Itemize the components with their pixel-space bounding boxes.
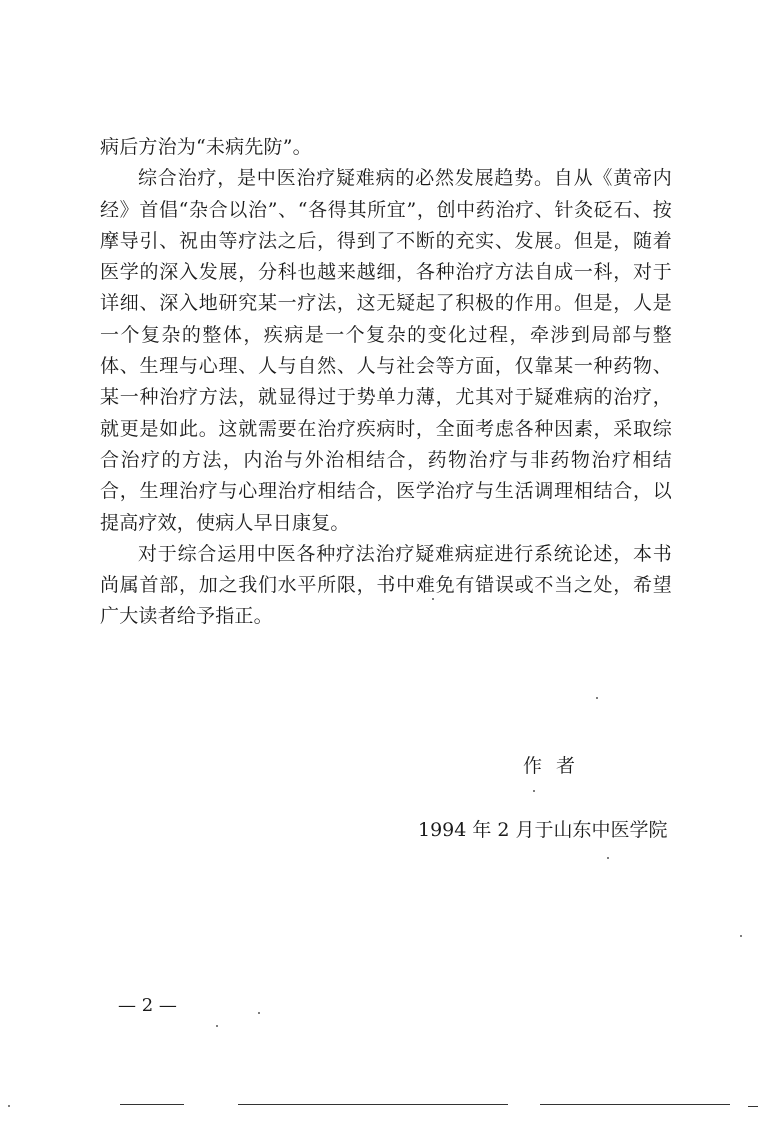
scan-speck bbox=[607, 857, 609, 859]
scan-rule-edge bbox=[748, 1106, 758, 1107]
scan-speck bbox=[8, 1105, 10, 1107]
page-number: — 2 — bbox=[118, 995, 177, 1016]
scan-speck bbox=[533, 790, 535, 792]
author-signature: 作者 bbox=[523, 755, 590, 777]
paragraph-continuation: 病后方治为“未病先防”。 bbox=[100, 136, 312, 158]
scan-speck bbox=[740, 935, 742, 937]
scan-speck bbox=[216, 1025, 218, 1027]
scan-speck bbox=[432, 598, 434, 600]
paragraph-closing-remarks: 对于综合运用中医各种疗法治疗疑难病症进行系统论述，本书尚属首部，加之我们水平所限，书中难免有错误或不当之处，希望广大读者给予指正。 bbox=[100, 542, 672, 628]
scan-rule-right bbox=[540, 1104, 730, 1105]
dateline: 1994 年 2 月于山东中医学院 bbox=[418, 819, 668, 841]
scan-speck bbox=[596, 697, 598, 699]
preface-body bbox=[100, 132, 672, 633]
paragraph-comprehensive-treatment: 综合治疗，是中医治疗疑难病的必然发展趋势。自从《黄帝内经》首倡“杂合以治”、“各得其所宜”，创中药治疗、针灸砭石、按摩导引、祝由等疗法之后，得到了不断的充实、发展。但是，随着医学的深入发展，分科也越来越细，各种治疗方法自成一科，对于详细、深入地研究某一疗法，这无疑起了积极的作用。但是，人是一个复杂的整体，疾病是一个复杂的变化过程，牵涉到局部与整体、生理与心理、人与自然、人与社会等方面，仅靠某一种药物、某一种治疗方法，就显得过于势单力薄，尤其对于疑难病的治疗，就更是如此。这就需要在治疗疾病时，全面考虑各种因素，采取综合治疗的方法，内治与外治相结合，药物治疗与非药物治疗相结合，生理治疗与心理治疗相结合，医学治疗与生活调理相结合，以提高疗效，使病人早日康复。 bbox=[100, 167, 672, 534]
scan-rule-middle bbox=[238, 1104, 508, 1105]
scan-speck bbox=[258, 1012, 260, 1014]
scan-rule-left bbox=[120, 1104, 184, 1105]
